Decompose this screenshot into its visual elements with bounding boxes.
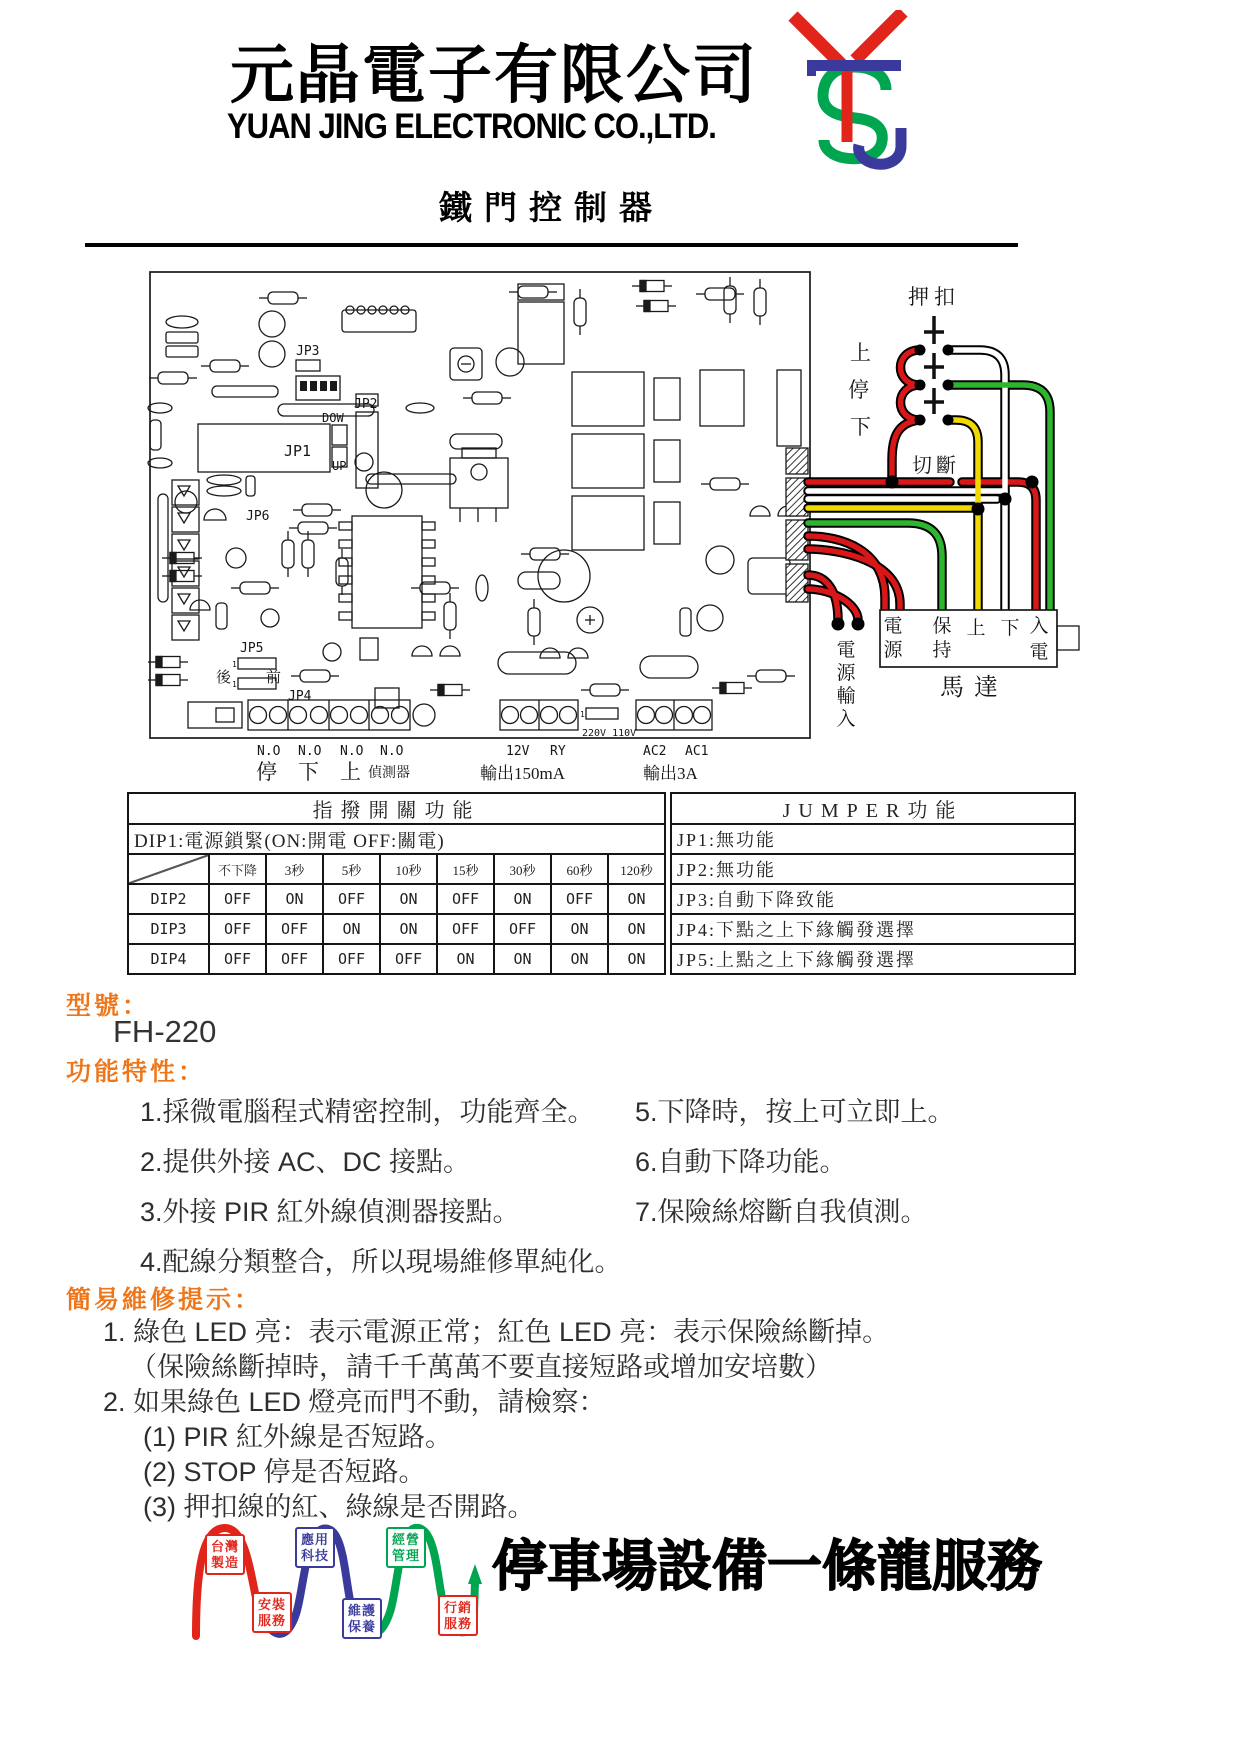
feature-item: 3.外接 PIR 紅外線偵測器接點。 [140, 1197, 520, 1227]
up-label: UP [332, 459, 347, 473]
diagonal-cell [128, 854, 209, 884]
col-header: 3秒 [266, 854, 323, 884]
feature-item: 5.下降時，按上可立即上。 [635, 1097, 955, 1127]
badge-maintenance: 維護保養 [342, 1598, 382, 1639]
maintenance-sub-item: (2) STOP 停是否短路。 [143, 1457, 426, 1487]
cell: OFF [380, 944, 437, 974]
stop-terminal-label: 停 [256, 760, 277, 784]
cut-label: 切斷 [912, 455, 960, 477]
jumper-row [671, 884, 1075, 914]
cell: ON [608, 884, 665, 914]
box-down-label: 下 [1000, 618, 1020, 639]
badge-taiwan-made: 台灣製造 [205, 1534, 245, 1575]
pin1-mark: 1 [232, 660, 237, 669]
feature-item: 4.配線分類整合，所以現場維修單純化。 [140, 1247, 622, 1277]
ac-output-label: 輸出3A [643, 764, 698, 783]
cell: ON [266, 884, 323, 914]
col-header: 30秒 [494, 854, 551, 884]
badge-installation: 安裝服務 [252, 1592, 292, 1633]
dip-title-row [128, 793, 665, 824]
feature-item: 7.保險絲熔斷自我偵測。 [635, 1197, 928, 1227]
dip-header-row [128, 854, 665, 884]
cell: ON [437, 944, 494, 974]
row-label: DIP3 [128, 914, 209, 944]
cell: OFF [437, 884, 494, 914]
box-power-char: 源 [883, 640, 903, 661]
cell: ON [551, 914, 608, 944]
motor-label: 馬達 [940, 675, 1008, 701]
cell: ON [380, 884, 437, 914]
wire-outlines [808, 350, 1050, 620]
box-power-char: 電 [883, 616, 903, 637]
cell: ON [323, 914, 380, 944]
voltage-jumper-label: 220V 110V [582, 728, 637, 739]
maintenance-sub-item: (3) 押扣線的紅、綠線是否開路。 [143, 1492, 535, 1522]
pcb-board [148, 272, 810, 739]
jp6-label: JP6 [246, 509, 270, 524]
feature-item: 1.採微電腦程式精密控制，功能齊全。 [140, 1097, 595, 1127]
model-heading: 型號： [66, 993, 151, 1020]
cell: OFF [209, 944, 266, 974]
dip-switch-table [127, 792, 666, 975]
dip1-description: DIP1:電源鎖緊(ON:開電 OFF:關電) [128, 824, 665, 854]
cell: ON [380, 914, 437, 944]
rear-label: 後 [216, 670, 232, 686]
dip4-row [128, 944, 665, 974]
up-terminal-label: 上 [340, 760, 361, 784]
cell: OFF [551, 884, 608, 914]
jp2-label: JP2 [354, 397, 378, 412]
dip1-row [128, 824, 665, 854]
jumper-row [671, 824, 1075, 854]
company-logo-icon [783, 10, 921, 170]
cell: OFF [266, 944, 323, 974]
jumper-row [671, 854, 1075, 884]
footer-logo [190, 1514, 500, 1654]
no-label: N.O [298, 744, 322, 759]
cell: OFF [209, 914, 266, 944]
motor-terminal-box [880, 610, 1079, 701]
power-input-label [836, 639, 856, 730]
col-header: 120秒 [608, 854, 665, 884]
features-heading: 功能特性： [66, 1059, 207, 1086]
jp5-label: JP5 [240, 641, 264, 656]
svg-text:輸: 輸 [836, 686, 856, 707]
front-label: 前 [266, 670, 282, 686]
jp5-function: JP5:上點之上下緣觸發選擇 [671, 944, 1075, 974]
detector-label: 偵測器 [368, 766, 410, 781]
jp4-label: JP4 [288, 689, 312, 704]
cell: ON [494, 944, 551, 974]
badge-management: 經營管理 [386, 1527, 426, 1568]
cell: ON [608, 944, 665, 974]
box-hold-char: 持 [932, 640, 952, 661]
box-powerin-char: 入 [1029, 616, 1049, 637]
col-header: 不下降 [209, 854, 266, 884]
maintenance-note: （保險絲斷掉時，請千千萬萬不要直接短路或增加安培數） [130, 1352, 832, 1382]
maintenance-sub-item: (1) PIR 紅外線是否短路。 [143, 1422, 453, 1452]
jp2-function: JP2:無功能 [671, 854, 1075, 884]
cell: OFF [323, 944, 380, 974]
jumper-row [671, 944, 1075, 974]
cell: OFF [437, 914, 494, 944]
svg-text:入: 入 [836, 709, 856, 730]
maintenance-item: 2. 如果綠色 LED 燈亮而門不動，請檢察： [103, 1387, 606, 1417]
jumper-table-title: JUMPER功能 [671, 793, 1075, 824]
cell: ON [608, 914, 665, 944]
box-hold-char: 保 [932, 616, 952, 637]
company-name-en: YUAN JING ELECTRONIC CO.,LTD. [227, 106, 716, 147]
down-terminal-label: 下 [298, 760, 319, 784]
dip2-row [128, 884, 665, 914]
maintenance-heading: 簡易維修提示： [66, 1287, 263, 1314]
no-label: N.O [257, 744, 281, 759]
terminal-labels [256, 744, 708, 784]
col-header: 60秒 [551, 854, 608, 884]
divider [85, 243, 1018, 247]
box-up-label: 上 [966, 618, 986, 639]
svg-text:電: 電 [836, 640, 856, 661]
jumper-table [670, 792, 1076, 975]
feature-item: 2.提供外接 AC、DC 接點。 [140, 1147, 471, 1177]
jp4-function: JP4:下點之上下緣觸發選擇 [671, 914, 1075, 944]
row-label: DIP4 [128, 944, 209, 974]
no-label: N.O [380, 744, 404, 759]
model-number: FH-220 [113, 1014, 217, 1049]
badge-marketing: 行銷服務 [438, 1595, 478, 1636]
cell: ON [551, 944, 608, 974]
no-label: N.O [340, 744, 364, 759]
box-powerin-char: 電 [1029, 642, 1049, 663]
cell: OFF [266, 914, 323, 944]
maintenance-item: 1. 綠色 LED 亮：表示電源正常；紅色 LED 亮：表示保險絲斷掉。 [103, 1317, 890, 1347]
feature-item: 6.自動下降功能。 [635, 1147, 847, 1177]
col-header: 15秒 [437, 854, 494, 884]
wiring-up-label: 上 [850, 341, 871, 365]
jumper-title-row [671, 793, 1075, 824]
dc-ry-label: RY [550, 744, 566, 759]
jp3-function: JP3:自動下降致能 [671, 884, 1075, 914]
jp1-function: JP1:無功能 [671, 824, 1075, 854]
cell: OFF [323, 884, 380, 914]
dc-12v-label: 12V [506, 744, 530, 759]
jp3-label: JP3 [296, 344, 320, 359]
ac1-label: AC1 [685, 744, 709, 759]
pin1-mark: 1 [232, 680, 237, 689]
col-header: 5秒 [323, 854, 380, 884]
ac2-label: AC2 [643, 744, 667, 759]
wiring-down-label: 下 [850, 415, 871, 439]
dip3-row [128, 914, 665, 944]
col-header: 10秒 [380, 854, 437, 884]
dow-label: DOW [322, 411, 344, 425]
company-name-zh: 元晶電子有限公司 [230, 40, 758, 111]
page-title: 鐵門控制器 [439, 191, 664, 227]
footer-slogan: 停車場設備一條龍服務 [492, 1535, 1043, 1597]
badge-applied-tech: 應用科技 [295, 1527, 335, 1568]
pcb-wiring-diagram [120, 258, 1135, 790]
cell: OFF [494, 914, 551, 944]
dip-table-title: 指撥開關功能 [128, 793, 665, 824]
cell: ON [494, 884, 551, 914]
cell: OFF [209, 884, 266, 914]
jp1-label: JP1 [284, 442, 312, 460]
wiring-stop-label: 停 [848, 378, 869, 402]
jumper-row [671, 914, 1075, 944]
row-label: DIP2 [128, 884, 209, 914]
push-button-label: 押扣 [908, 285, 960, 309]
pin1-mark: 1 [580, 710, 585, 719]
dc-output-label: 輸出150mA [480, 764, 565, 783]
svg-text:源: 源 [836, 663, 856, 684]
